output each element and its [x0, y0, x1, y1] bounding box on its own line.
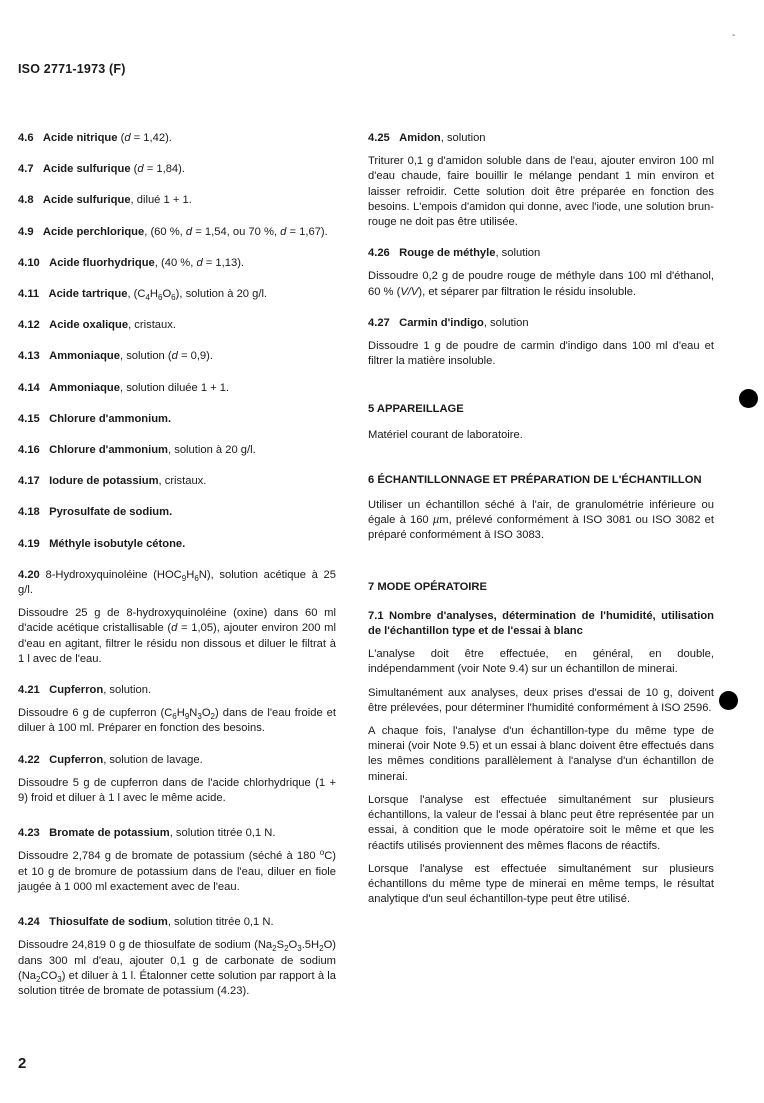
item-4-15: 4.15 Chlorure d'ammonium. [18, 412, 172, 425]
right-column [368, 131, 714, 907]
item-4-23: 4.23 Bromate de potassium, solution titrée 0,1 N. [18, 827, 276, 840]
document-header: ISO 2771-1973 (F) [18, 62, 126, 76]
left-column [18, 131, 336, 999]
item-4-17: 4.17 Iodure de potassium, cristaux. [18, 475, 207, 488]
item-4-10: 4.10 Acide fluorhydrique, (40 %, d = 1,13). [18, 256, 245, 269]
item-4-21: 4.21 Cupferron, solution. [18, 684, 152, 697]
section-6-title: 6 ÉCHANTILLONNAGE ET PRÉPARATION DE L'ÉCHANTILLON [368, 473, 702, 486]
binder-hole-bottom [719, 691, 738, 710]
paragraph-7-1-e: Lorsque l'analyse est effectuée simultanément sur plusieurs échantillons du même type de minerai en même temps, le résultat analytique d'un seul échantillon-type peut être utilisé. [368, 862, 714, 906]
section-7-title: 7 MODE OPÉRATOIRE [368, 580, 487, 593]
paragraph-7-1-c: A chaque fois, l'analyse d'un échantillon-type du même type de minerai (voir Note 9.5) et un essai à blanc doivent être effectués dans les mêmes conditions parallèlement à l'analyse d'un échantillon de minerai. [368, 725, 714, 783]
item-4-18: 4.18 Pyrosulfate de sodium. [18, 506, 173, 519]
paragraph-4-21: Dissoudre 6 g de cupferron $(C_6H_9N_3O_2)$ dans de l'eau froide et diluer à 100 ml. Préparer en fonction des besoins. [18, 707, 336, 735]
item-4-7: 4.7 Acide sulfurique (d = 1,84). [18, 163, 185, 176]
item-4-25: 4.25 Amidon, solution [368, 132, 486, 144]
item-4-19: 4.19 Méthyle isobutyle cétone. [18, 537, 186, 550]
item-4-6: 4.6 Acide nitrique (d = 1,42). [18, 132, 172, 144]
item-4-9: 4.9 Acide perchlorique, (60 %, d = 1,54, ou 70 %, d = 1,67). [18, 225, 328, 238]
paragraph-4-24: Dissoudre 24,819 0 g de thiosulfate de sodium $(Na_2S_2O_3.5H_2O)$ dans 300 ml d'eau, ajouter 0,1 g de carbonate de sodium $(Na_2CO_3)$ et diluer à 1 l. Étalonner cette solution par rapport à la solution titrée de bromate de potassium (4.23). [18, 939, 336, 997]
item-4-8: 4.8 Acide sulfurique, dilué 1 + 1. [18, 194, 192, 207]
binder-hole-top [739, 389, 758, 408]
item-4-27: 4.27 Carmin d'indigo, solution [368, 316, 529, 329]
item-4-22: 4.22 Cupferron, solution de lavage. [18, 753, 203, 766]
item-4-12: 4.12 Acide oxalique, cristaux. [18, 319, 176, 332]
paragraph-5: Matériel courant de laboratoire. [368, 428, 523, 441]
paragraph-4-27: Dissoudre 1 g de poudre de carmin d'indigo dans 100 ml d'eau et filtrer la matière insoluble. [368, 340, 714, 368]
paragraph-4-20: Dissoudre 25 g de 8-hydroxyquinoléine (oxine) dans 60 ml d'acide acétique cristallisable (d = 1,05), ajouter environ 200 ml d'eau en agitant, filtrer le résidu non dissous et diluer le filtrat à 1 l avec de l'eau. [18, 607, 336, 665]
paragraph-7-1-d: Lorsque l'analyse est effectuée simultanément sur plusieurs échantillons, la valeur de l'essai à blanc peut être représentée par un essai, à condition que le mode opératoire soit le même et que les réactifs utilisés proviennent des mêmes flacons de réactifs. [368, 793, 714, 852]
item-4-11: 4.11 Acide tartrique, $(C_4H_6O_6)$, solution à 20 g/l. [18, 288, 268, 303]
paragraph-6: Utiliser un échantillon séché à l'air, de granulométrie inférieure ou égale à 160 µm, prélevé conformément à ISO 3081 ou ISO 3082 et préparé conformément à ISO 3083. [368, 499, 714, 542]
section-7-1-title: 7.1 Nombre d'analyses, détermination de l'humidité, utilisation de l'échantillon type et de l'essai à blanc [368, 609, 714, 638]
item-4-16: 4.16 Chlorure d'ammonium, solution à 20 g/l. [18, 444, 256, 457]
paragraph-4-26: Dissoudre 0,2 g de poudre rouge de méthyle dans 100 ml d'éthanol, 60 % (V/V), et séparer par filtration le résidu insoluble. [368, 270, 714, 298]
item-4-13: 4.13 Ammoniaque, solution (d = 0,9). [18, 350, 213, 363]
item-4-24: 4.24 Thiosulfate de sodium, solution titrée 0,1 N. [18, 916, 274, 929]
paragraph-7-1-b: Simultanément aux analyses, deux prises d'essai de 10 g, doivent être prélevées, pour déterminer l'humidité conformément à ISO 2596. [368, 686, 714, 714]
item-4-14: 4.14 Ammoniaque, solution diluée 1 + 1. [18, 381, 230, 394]
paragraph-4-22: Dissoudre 5 g de cupferron dans de l'acide chlorhydrique (1 + 9) froid et diluer à 1 l avec le même acide. [18, 776, 336, 805]
paragraph-4-23: Dissoudre 2,784 g de bromate de potassium (séché à 180 $^o$C) et 10 g de bromure de potassium dans de l'eau, diluer en fiole jaugée à 1 000 ml exactement avec de l'eau. [18, 848, 336, 893]
paragraph-4-25: Triturer 0,1 g d'amidon soluble dans de l'eau, ajouter environ 100 ml d'eau chaude, faire bouillir le mélange pendant 1 min environ et laisser refroidir. Cette solution doit être préparée en fonction des besoins. L'empois d'amidon qui donne, avec l'iode, une solution brun-rouge ne doit pas être utilisée. [368, 155, 714, 229]
paragraph-7-1-a: L'analyse doit être effectuée, en général, en double, indépendamment (voir Note 9.4) sur un échantillon de minerai. [368, 648, 714, 676]
page-corner-mark: - [732, 30, 736, 41]
section-5-title: 5 APPAREILLAGE [368, 403, 464, 416]
item-4-26: 4.26 Rouge de méthyle, solution [368, 247, 541, 260]
page-number: 2 [18, 1055, 27, 1072]
item-4-20: 4.20 8-Hydroxyquinoléine $(HOC_9H_6N)$, solution acétique à 25 g/l. [18, 568, 337, 597]
